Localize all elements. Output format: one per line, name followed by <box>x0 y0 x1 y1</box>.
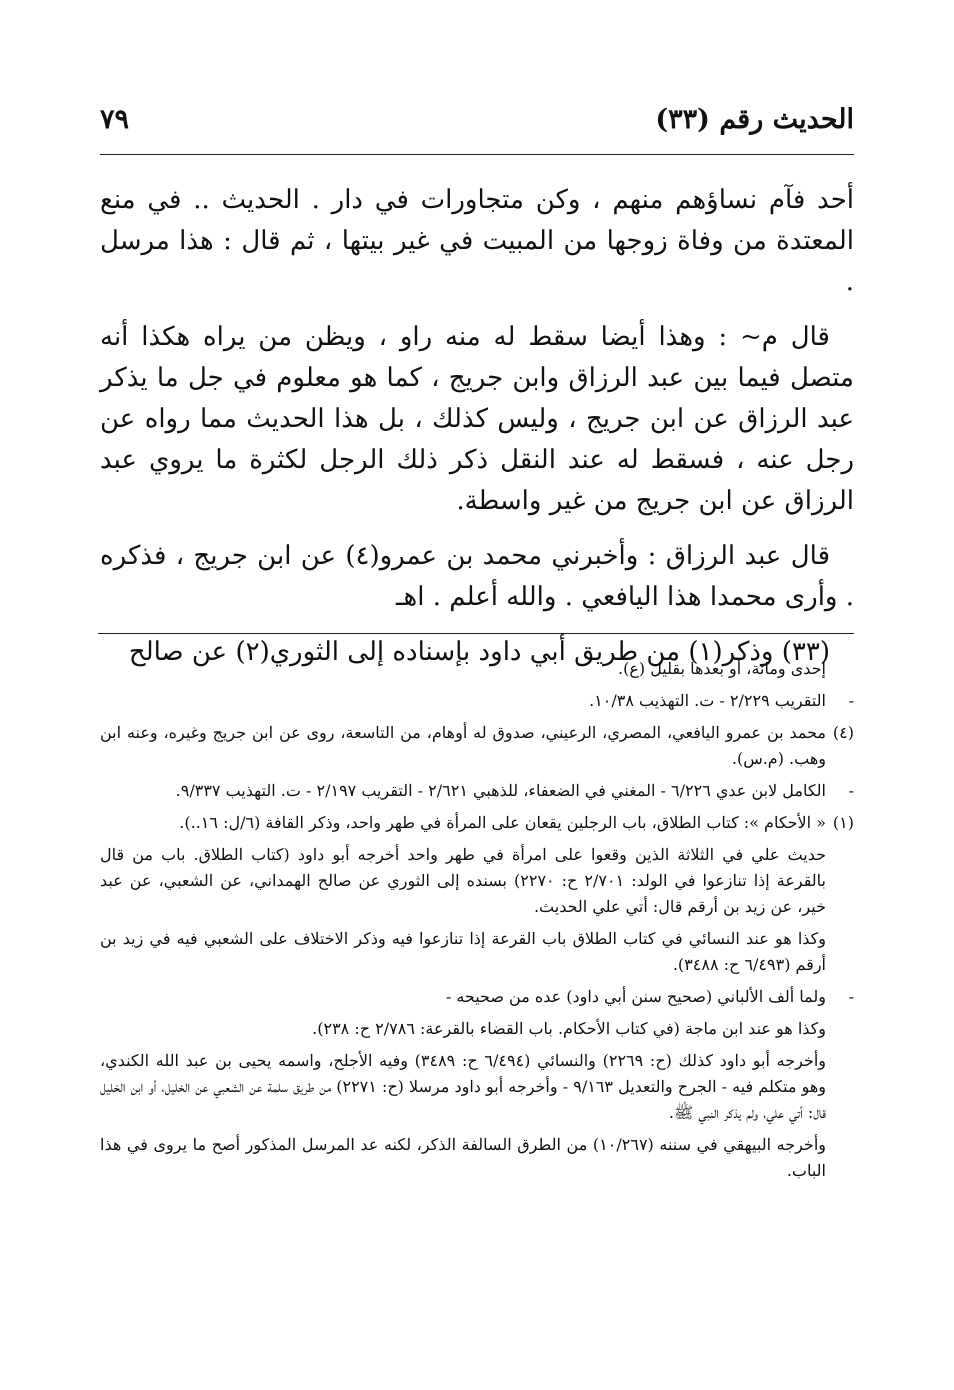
footnote <box>100 842 854 920</box>
footnote <box>100 1132 854 1184</box>
footnote-mark <box>826 842 854 920</box>
footnote-text: وكذا هو عند ابن ماجة (في كتاب الأحكام. باب القضاء بالقرعة: ٢/٧٨٦ ح: ٢٣٨). <box>312 1019 826 1038</box>
body-paragraph: قال م~ : وهذا أيضا سقط له منه راو ، ويظن من يراه هكذا أنه متصل فيما بين عبد الرزاق وابن جريج ، كما هو معلوم في جل ما يذكر عبد الرزاق عن ابن جريج ، وليس كذلك ، بل هذا الحديث مما رواه عن رجل عنه ، فسقط له عند النقل ذكر ذلك الرجل لكثرة ما يروي عبد الرزاق عن ابن جريج من غير واسطة. <box>100 322 854 516</box>
footnote-text: حديث علي في الثلاثة الذين وقعوا على امرأة في طهر واحد أخرجه أبو داود (كتاب الطلاق. باب من قال بالقرعة إذا تنازعوا في الولد: ٢/٧٠١ ح: ٢٢٧٠) بسنده إلى الثوري عن صالح الهمداني، عن الشعبي، عن عبد خير، عن زيد بن أرقم قال: أتي علي الحديث. <box>100 845 827 916</box>
footnote-text: وأخرجه البيهقي في سننه (١٠/٢٦٧) من الطرق السالفة الذكر، لكنه عد المرسل المذكور أصح ما يروى في هذا الباب. <box>100 1135 826 1180</box>
footnote-mark: - <box>848 987 854 1006</box>
footnote-mark <box>826 1048 854 1126</box>
footnote-divider <box>98 633 854 634</box>
footnote <box>100 810 854 836</box>
footnote-mark: - <box>848 691 854 710</box>
footnote-mark: (١) <box>832 813 854 832</box>
footnote-text: محمد بن عمرو اليافعي، المصري، الرعيني، صدوق له أوهام، من التاسعة، روى عن ابن جريج وغيره، وعنه ابن وهب. (م.س). <box>100 723 826 768</box>
footnote-text: التقريب ٢/٢٢٩ - ت. التهذيب ١٠/٣٨. <box>589 691 826 710</box>
body-paragraph: أحد فآم نساؤهم منهم ، وكن متجاورات في دار . الحديث .. في منع المعتدة من وفاة زوجها من المبيت في غير بيتها ، ثم قال : هذا مرسل . <box>100 185 854 297</box>
running-header <box>100 104 854 148</box>
footnote-text: الكامل لابن عدي ٦/٢٢٦ - المغني في الضعفاء، للذهبي ٢/٦٢١ - التقريب ٢/١٩٧ - ت. التهذيب ٩/٣٣٧. <box>175 781 826 800</box>
footnote-mark: - <box>848 781 854 800</box>
footnote-text: وأخرجه أبو داود كذلك (ح: ٢٢٦٩) والنسائي (٦/٤٩٤ ح: ٣٤٨٩) وفيه الأجلح، واسمه يحيى بن عبد الله الكندي، وهو متكلم فيه - الجرح والتعديل ٩/١٦٣ - وأخرجه أبو داود مرسلا (ح: ٢٢٧١) من طريق سلمة عن الشعبي عن الخليل، أو ابن الخليل قال: أتي علي، ولم يذكر النبي ﷺ. <box>100 1051 827 1122</box>
footnote <box>100 778 854 804</box>
header-divider <box>100 154 854 155</box>
page-number: ٧٩ <box>100 104 130 135</box>
footnote <box>100 1048 854 1126</box>
footnote <box>100 926 854 978</box>
footnote <box>100 688 854 714</box>
footnote <box>100 720 854 772</box>
footnote-mark <box>826 1016 854 1042</box>
footnotes <box>100 656 854 1190</box>
footnote-text: « الأحكام »: كتاب الطلاق، باب الرجلين يقعان على المرأة في طهر واحد، وذكر القافة (٦/ل: ١٦..). <box>179 813 826 832</box>
footnote-mark <box>826 926 854 978</box>
footnote-text: وكذا هو عند النسائي في كتاب الطلاق باب القرعة إذا تنازعوا فيه وذكر الاختلاف على الشعبي فيه في زيد بن أرقم (٦/٤٩٣ ح: ٣٤٨٨). <box>100 929 827 974</box>
footnote <box>100 984 854 1010</box>
body-paragraph: قال عبد الرزاق : وأخبرني محمد بن عمرو(٤) عن ابن جريج ، فذكره . وأرى محمدا هذا اليافعي . والله أعلم . اهـ <box>100 541 854 612</box>
footnote-mark <box>826 656 854 682</box>
footnote-text: إحدى ومائة، أو بعدها بقليل (ع). <box>617 659 826 678</box>
footnote-mark <box>826 1132 854 1184</box>
footnote <box>100 1016 854 1042</box>
footnote-mark: (٤) <box>832 723 854 742</box>
footnote <box>100 656 854 682</box>
body-paragraph: (٣٣) وذكر(١) من طريق أبي داود بإسناده إلى الثوري(٢) عن صالح <box>128 637 830 667</box>
footnote-text: ولما ألف الألباني (صحيح سنن أبي داود) عده من صحيحه - <box>445 987 826 1006</box>
chapter-title: الحديث رقم (٣٣) <box>655 104 854 135</box>
main-text <box>100 180 854 687</box>
